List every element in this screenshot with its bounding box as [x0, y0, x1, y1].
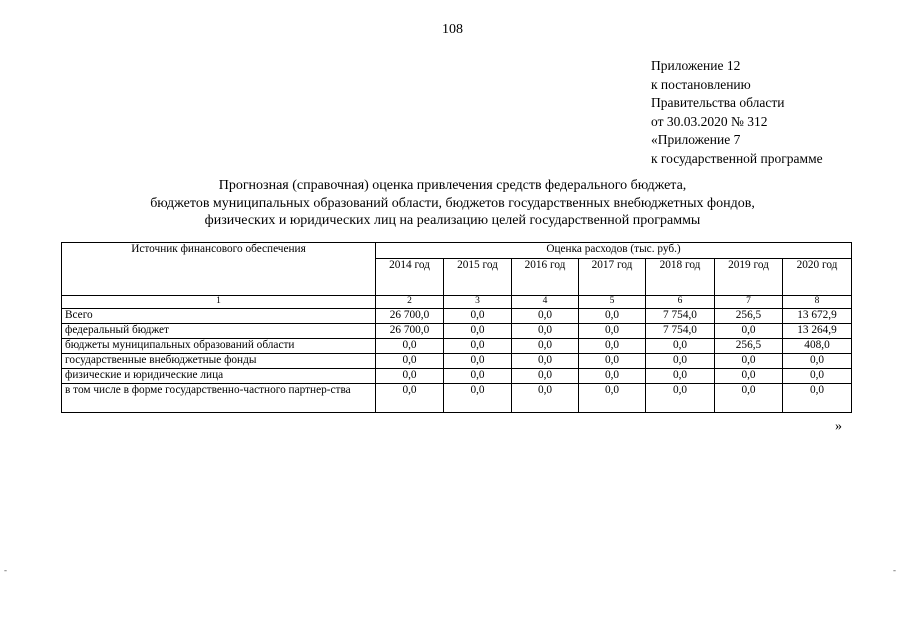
- source-header: Источник финансового обеспечения: [62, 243, 376, 296]
- row-value: 0,0: [376, 354, 444, 369]
- row-value: 0,0: [512, 354, 579, 369]
- row-label: федеральный бюджет: [62, 324, 376, 339]
- row-value: 0,0: [444, 354, 512, 369]
- row-value: 7 754,0: [646, 309, 715, 324]
- row-value: 0,0: [646, 369, 715, 384]
- table-row: [62, 384, 852, 413]
- row-label: физические и юридические лица: [62, 369, 376, 384]
- row-value: 26 700,0: [376, 309, 444, 324]
- table-row: [62, 354, 852, 369]
- document-title: [0, 177, 905, 230]
- year-header: 2019 год: [715, 258, 783, 295]
- row-value: 0,0: [444, 369, 512, 384]
- row-label: в том числе в форме государственно-частного партнер-ства: [62, 384, 376, 413]
- table-row: [62, 339, 852, 354]
- row-value: 0,0: [376, 339, 444, 354]
- estimate-header: Оценка расходов (тыс. руб.): [376, 243, 852, 259]
- column-number: 2: [376, 296, 444, 309]
- column-number: 1: [62, 296, 376, 309]
- row-value: 13 264,9: [783, 324, 852, 339]
- row-value: 0,0: [715, 384, 783, 413]
- row-value: 0,0: [783, 354, 852, 369]
- row-value: 0,0: [376, 369, 444, 384]
- row-value: 0,0: [579, 339, 646, 354]
- row-value: 0,0: [715, 354, 783, 369]
- column-number: 8: [783, 296, 852, 309]
- row-value: 0,0: [715, 369, 783, 384]
- row-value: 0,0: [646, 339, 715, 354]
- title-line: бюджетов муниципальных образований области, бюджетов государственных внебюджетных фондов,: [150, 195, 755, 211]
- margin-mark-left: -: [4, 565, 7, 575]
- row-value: 0,0: [512, 339, 579, 354]
- table-row: [62, 369, 852, 384]
- row-value: 0,0: [579, 369, 646, 384]
- column-number: 7: [715, 296, 783, 309]
- appendix-line: к постановлению: [651, 76, 751, 92]
- row-value: 0,0: [512, 384, 579, 413]
- row-value: 26 700,0: [376, 324, 444, 339]
- row-value: 0,0: [715, 324, 783, 339]
- row-value: 256,5: [715, 309, 783, 324]
- column-number: 4: [512, 296, 579, 309]
- row-value: 0,0: [444, 309, 512, 324]
- row-value: 0,0: [783, 384, 852, 413]
- row-value: 0,0: [579, 309, 646, 324]
- year-header: 2015 год: [444, 258, 512, 295]
- row-value: 408,0: [783, 339, 852, 354]
- row-label: Всего: [62, 309, 376, 324]
- row-value: 256,5: [715, 339, 783, 354]
- row-value: 0,0: [444, 384, 512, 413]
- row-value: 0,0: [512, 369, 579, 384]
- appendix-line: «Приложение 7: [651, 132, 741, 148]
- column-number: 5: [579, 296, 646, 309]
- row-value: 0,0: [376, 384, 444, 413]
- table-row: [62, 309, 852, 324]
- row-value: 0,0: [444, 339, 512, 354]
- column-number: 6: [646, 296, 715, 309]
- year-header: 2018 год: [646, 258, 715, 295]
- row-value: 0,0: [783, 369, 852, 384]
- column-number: 3: [444, 296, 512, 309]
- row-value: 0,0: [646, 384, 715, 413]
- appendix-block: [651, 57, 823, 169]
- row-value: 0,0: [512, 309, 579, 324]
- row-value: 0,0: [444, 324, 512, 339]
- row-label: государственные внебюджетные фонды: [62, 354, 376, 369]
- row-value: 0,0: [579, 354, 646, 369]
- row-value: 0,0: [579, 324, 646, 339]
- row-value: 0,0: [579, 384, 646, 413]
- page-number: 108: [442, 22, 463, 37]
- row-label: бюджеты муниципальных образований области: [62, 339, 376, 354]
- appendix-line: Правительства области: [651, 95, 785, 111]
- appendix-line: Приложение 12: [651, 58, 741, 73]
- year-header: 2020 год: [783, 258, 852, 295]
- row-value: 13 672,9: [783, 309, 852, 324]
- title-line: физических и юридических лиц на реализацию целей государственной программы: [204, 213, 701, 228]
- row-value: 7 754,0: [646, 324, 715, 339]
- row-value: 0,0: [646, 354, 715, 369]
- closing-quote: »: [835, 419, 842, 434]
- year-header: 2017 год: [579, 258, 646, 295]
- row-value: 0,0: [512, 324, 579, 339]
- appendix-line: к государственной программе: [651, 150, 823, 166]
- margin-mark-right: -: [893, 565, 896, 575]
- title-line: Прогнозная (справочная) оценка привлечения средств федерального бюджета,: [218, 178, 687, 193]
- financing-table: [61, 242, 852, 413]
- appendix-line: от 30.03.2020 № 312: [651, 113, 768, 129]
- year-header: 2016 год: [512, 258, 579, 295]
- year-header: 2014 год: [376, 258, 444, 295]
- table-row: [62, 324, 852, 339]
